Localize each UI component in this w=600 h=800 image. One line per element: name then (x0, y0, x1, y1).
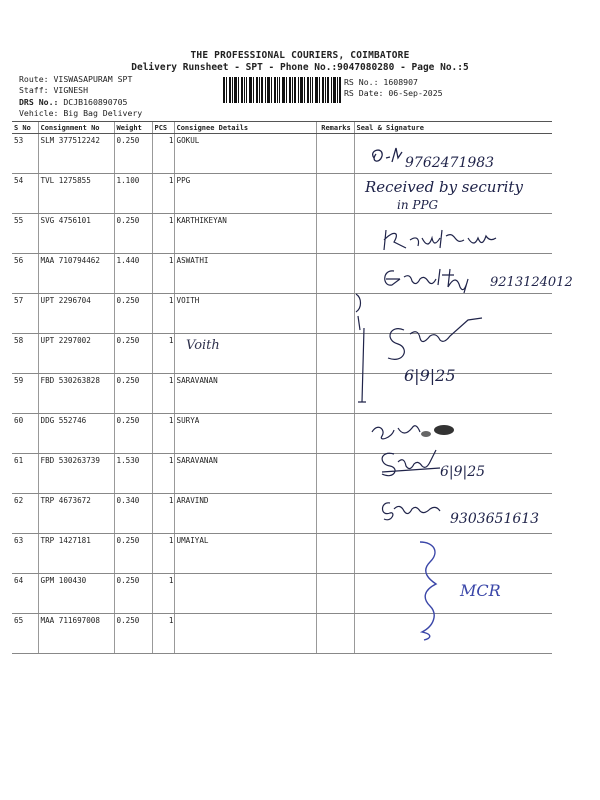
rs-date: RS Date: 06-Sep-2025 (344, 88, 443, 98)
pcs-cell: 1 (152, 294, 174, 334)
weight-cell: 1.530 (114, 454, 152, 494)
pcs-cell: 1 (152, 534, 174, 574)
handwritten-note-row54-line1: Received by security (365, 178, 523, 196)
handwritten-voith-row58: Voith (186, 338, 220, 353)
consignment-cell: SVG 4756101 (38, 214, 114, 254)
remarks-cell (316, 414, 354, 454)
weight-cell: 0.250 (114, 534, 152, 574)
table-header-row (12, 122, 552, 134)
remarks-cell (316, 494, 354, 534)
remarks-cell (316, 294, 354, 334)
remarks-cell (316, 334, 354, 374)
sno-cell: 62 (12, 494, 38, 534)
pcs-cell: 1 (152, 174, 174, 214)
vehicle-label: Vehicle: Big Bag Delivery (19, 108, 143, 118)
consignee-cell: SURYA (174, 414, 316, 454)
sno-cell: 56 (12, 254, 38, 294)
consignment-cell: UPT 2296704 (38, 294, 114, 334)
signature-row61 (378, 448, 448, 476)
pcs-cell: 1 (152, 494, 174, 534)
remarks-cell (316, 174, 354, 214)
weight-cell: 0.250 (114, 294, 152, 334)
consignee-cell: SARAVANAN (174, 454, 316, 494)
weight-cell: 0.250 (114, 374, 152, 414)
sno-cell: 55 (12, 214, 38, 254)
sno-cell: 53 (12, 134, 38, 174)
pcs-cell: 1 (152, 214, 174, 254)
consignee-cell: ARAVIND (174, 494, 316, 534)
sno-cell: 59 (12, 374, 38, 414)
signature-row63-65 (410, 540, 450, 640)
consignment-cell: TRP 1427181 (38, 534, 114, 574)
remarks-cell (316, 254, 354, 294)
barcode-image (223, 77, 341, 103)
handwritten-phone-row56: 9213124012 (490, 275, 573, 290)
signature-cell (354, 614, 552, 654)
signature-cell (354, 534, 552, 574)
header-consignee: Consignee Details (174, 122, 316, 134)
consignee-cell: UMAIYAL (174, 534, 316, 574)
remarks-cell (316, 454, 354, 494)
consignment-cell: SLM 377512242 (38, 134, 114, 174)
signature-row57-58 (350, 290, 500, 410)
pcs-cell: 1 (152, 254, 174, 294)
company-title: THE PROFESSIONAL COURIERS, COIMBATORE (190, 50, 410, 61)
drs-number (19, 97, 127, 108)
weight-cell: 0.250 (114, 614, 152, 654)
drs-label: DRS No.: (19, 97, 59, 107)
sno-cell: 63 (12, 534, 38, 574)
header-signature: Seal & Signature (354, 122, 552, 134)
pcs-cell: 1 (152, 334, 174, 374)
sno-cell: 61 (12, 454, 38, 494)
sno-cell: 64 (12, 574, 38, 614)
handwritten-note-row54-line2: in PPG (397, 198, 439, 212)
signature-row53 (366, 144, 406, 172)
consignee-cell (174, 574, 316, 614)
header-sno: S No (12, 122, 38, 134)
remarks-cell (316, 534, 354, 574)
signature-row55 (380, 226, 510, 254)
weight-cell: 0.250 (114, 134, 152, 174)
consignee-cell: KARTHIKEYAN (174, 214, 316, 254)
consignment-cell: TVL 1275855 (38, 174, 114, 214)
handwritten-date-row61: 6|9|25 (440, 464, 486, 480)
consignee-cell (174, 614, 316, 654)
consignment-cell: MAA 710794462 (38, 254, 114, 294)
header-weight: Weight (114, 122, 152, 134)
handwritten-date-row58: 6|9|25 (404, 366, 456, 385)
weight-cell: 1.100 (114, 174, 152, 214)
rs-number: RS No.: 1608907 (344, 77, 418, 87)
sno-cell: 60 (12, 414, 38, 454)
remarks-cell (316, 614, 354, 654)
consignment-cell: FBD 530263739 (38, 454, 114, 494)
remarks-cell (316, 574, 354, 614)
consignment-cell: FBD 530263828 (38, 374, 114, 414)
handwritten-phone-row53: 9762471983 (405, 155, 495, 171)
stamp-smudge-row60 (368, 418, 488, 442)
remarks-cell (316, 134, 354, 174)
pcs-cell: 1 (152, 414, 174, 454)
header-pcs: PCS (152, 122, 174, 134)
staff-label: Staff: VIGNESH (19, 85, 89, 95)
handwritten-phone-row62: 9303651613 (450, 511, 540, 527)
pcs-cell: 1 (152, 134, 174, 174)
consignment-cell: UPT 2297002 (38, 334, 114, 374)
sno-cell: 54 (12, 174, 38, 214)
weight-cell: 1.440 (114, 254, 152, 294)
runsheet-title: Delivery Runsheet - SPT - Phone No.:9047080280 - Page No.:5 (131, 62, 469, 73)
table-row (12, 614, 552, 654)
weight-cell: 0.250 (114, 334, 152, 374)
header-consignment: Consignment No (38, 122, 114, 134)
sno-cell: 57 (12, 294, 38, 334)
consignment-cell: TRP 4673672 (38, 494, 114, 534)
consignment-cell: DDG 552746 (38, 414, 114, 454)
consignee-cell: ASWATHI (174, 254, 316, 294)
consignment-cell: GPM 100430 (38, 574, 114, 614)
consignment-cell: MAA 711697008 (38, 614, 114, 654)
header-remarks: Remarks (316, 122, 354, 134)
consignee-cell: GOKUL (174, 134, 316, 174)
signature-cell (354, 574, 552, 614)
sno-cell: 58 (12, 334, 38, 374)
weight-cell: 0.250 (114, 574, 152, 614)
weight-cell: 0.250 (114, 214, 152, 254)
remarks-cell (316, 214, 354, 254)
weight-cell: 0.340 (114, 494, 152, 534)
pcs-cell: 1 (152, 454, 174, 494)
handwritten-mark-row64: MCR (460, 581, 501, 600)
sno-cell: 65 (12, 614, 38, 654)
remarks-cell (316, 374, 354, 414)
signature-row62 (380, 497, 444, 521)
pcs-cell: 1 (152, 614, 174, 654)
pcs-cell: 1 (152, 574, 174, 614)
pcs-cell: 1 (152, 374, 174, 414)
consignee-cell: VOITH (174, 294, 316, 334)
consignee-cell: PPG (174, 174, 316, 214)
weight-cell: 0.250 (114, 414, 152, 454)
route-label: Route: VISWASAPURAM SPT (19, 74, 133, 84)
drs-value: DCJB160890705 (63, 97, 128, 107)
consignee-cell: SARAVANAN (174, 374, 316, 414)
table-row (12, 534, 552, 574)
